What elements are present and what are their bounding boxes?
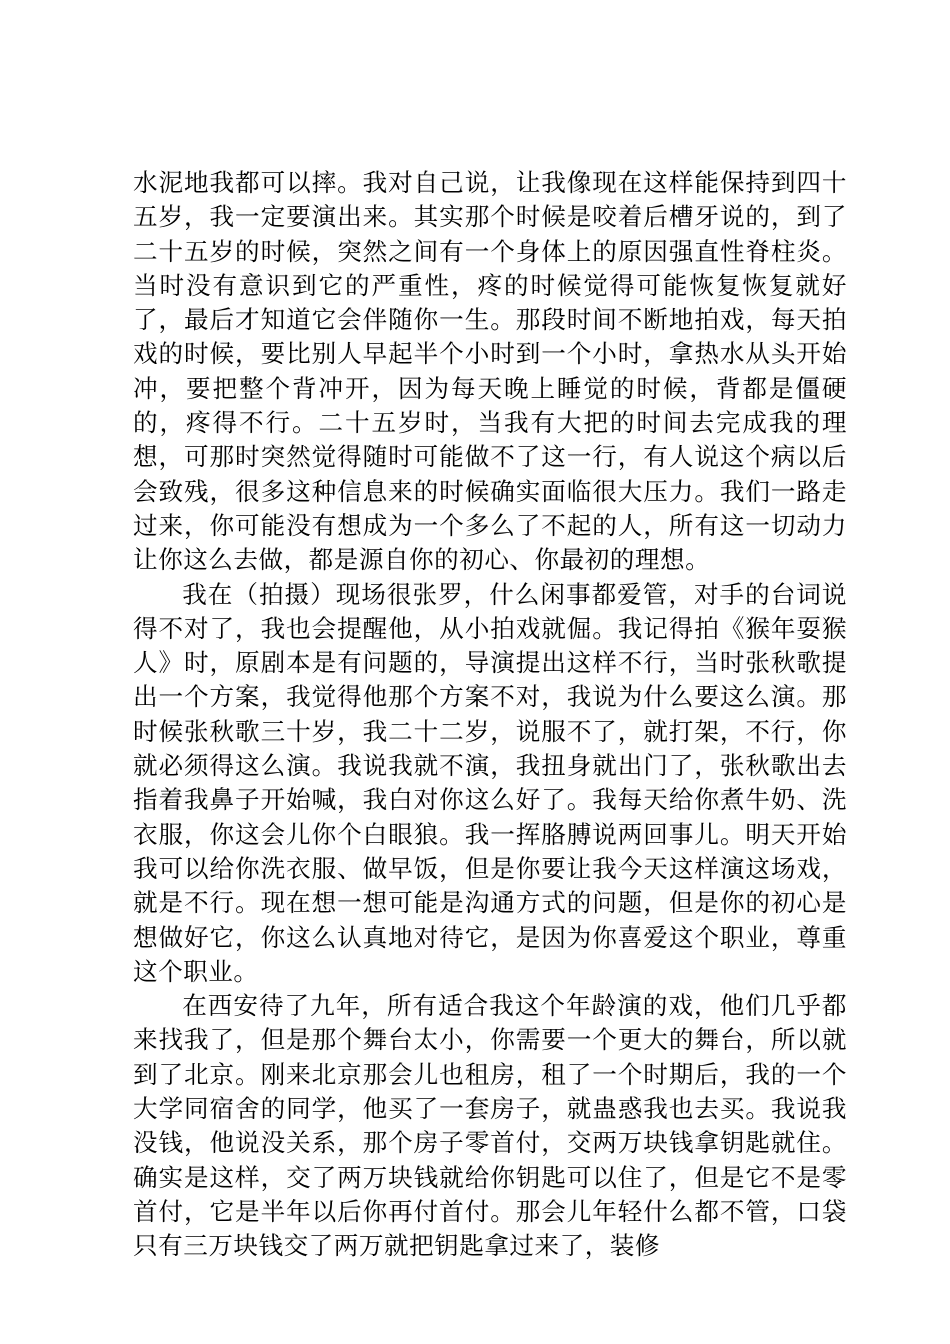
paragraph-1: 水泥地我都可以摔。我对自己说，让我像现在这样能保持到四十五岁，我一定要演出来。其实那个时候是咬着后槽牙说的，到了二十五岁的时候，突然之间有一个身体上的原因强直性脊柱炎。当时没有意识到它的严重性，疼的时候觉得可能恢复恢复就好了，最后才知道它会伴随你一生。那段时间不断地拍戏，每天拍戏的时候，要比别人早起半个小时到一个小时，拿热水从头开始冲，要把整个背冲开，因为每天晚上睡觉的时候，背都是僵硬的，疼得不行。二十五岁时，当我有大把的时间去完成我的理想，可那时突然觉得随时可能做不了这一行，有人说这个病以后会致残，很多这种信息来的时候确实面临很大压力。我们一路走过来，你可能没有想成为一个多么了不起的人，所有这一切动力让你这么去做，都是源自你的初心、你最初的理想。 (133, 168, 847, 575)
document-page (133, 166, 847, 1264)
paragraph-2: 我在（拍摄）现场很张罗，什么闲事都爱管，对手的台词说得不对了，我也会提醒他，从小拍戏就倔。我记得拍《猴年耍猴人》时，原剧本是有问题的，导演提出这样不行，当时张秋歌提出一个方案，我觉得他那个方案不对，我说为什么要这么演。那时候张秋歌三十岁，我二十二岁，说服不了，就打架，不行，你就必须得这么演。我说我就不演，我扭身就出门了，张秋歌出去指着我鼻子开始喊，我白对你这么好了。我每天给你煮牛奶、洗衣服，你这会儿你个白眼狼。我一挥胳膊说两回事儿。明天开始我可以给你洗衣服、做早饭，但是你要让我今天这样演这场戏，就是不行。现在想一想可能是沟通方式的问题，但是你的初心是想做好它，你这么认真地对待它，是因为你喜爱这个职业，尊重这个职业。 (133, 579, 847, 986)
paragraph-3: 在西安待了九年，所有适合我这个年龄演的戏，他们几乎都来找我了，但是那个舞台太小，你需要一个更大的舞台，所以就到了北京。刚来北京那会儿也租房，租了一个时期后，我的一个大学同宿舍的同学，他买了一套房子，就蛊惑我也去买。我说我没钱，他说没关系，那个房子零首付，交两万块钱拿钥匙就住。确实是这样，交了两万块钱就给你钥匙可以住了，但是它不是零首付，它是半年以后你再付首付。那会儿年轻什么都不管，口袋只有三万块钱交了两万就把钥匙拿过来了，装修 (133, 991, 847, 1261)
